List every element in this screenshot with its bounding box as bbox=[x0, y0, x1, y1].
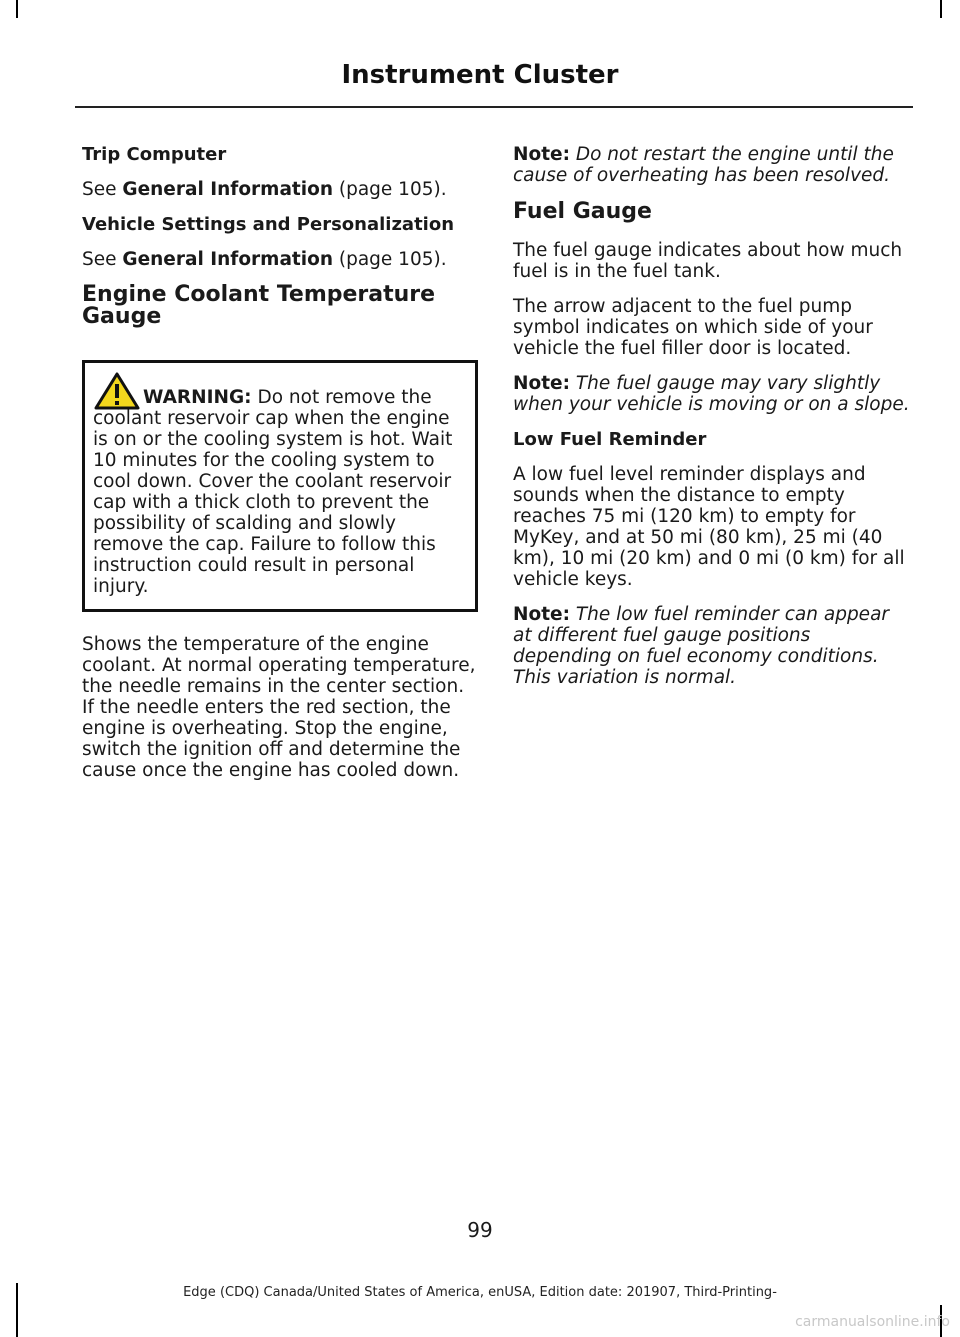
fuel-gauge-paragraph-1: The fuel gauge indicates about how much fuel is in the fuel tank. bbox=[513, 240, 903, 282]
page-header-title: Instrument Cluster bbox=[341, 60, 619, 90]
coolant-warning-box bbox=[82, 360, 478, 612]
page-number: 99 bbox=[467, 1218, 493, 1242]
overheat-note: Note: Do not restart the engine until the cause of overheating has been resolved. bbox=[513, 144, 894, 186]
warning-label: WARNING: bbox=[143, 387, 252, 408]
trip-computer-reference: See General Information (page 105). bbox=[82, 179, 447, 200]
right-column bbox=[513, 144, 911, 702]
coolant-gauge-heading: Engine Coolant Temperature Gauge bbox=[82, 282, 436, 329]
trip-computer-heading: Trip Computer bbox=[82, 144, 227, 165]
crop-mark-top-left bbox=[16, 0, 18, 18]
watermark: carmanualsonline.info bbox=[795, 1314, 950, 1330]
fuel-gauge-paragraph-2: The arrow adjacent to the fuel pump symbol indicates on which side of your vehicle the fuel filler door is located. bbox=[513, 296, 873, 359]
fuel-gauge-heading: Fuel Gauge bbox=[513, 199, 652, 224]
low-fuel-heading: Low Fuel Reminder bbox=[513, 429, 707, 450]
left-column bbox=[82, 144, 478, 795]
header-rule bbox=[75, 106, 913, 108]
low-fuel-description: A low fuel level reminder displays and sounds when the distance to empty reaches 75 mi (120 km) to empty for MyKey, and at 50 mi (80 km), 25 mi (40 km), 10 mi (20 km) and 0 mi (0 km) for all vehicle keys. bbox=[513, 464, 905, 590]
vehicle-ref-link[interactable]: General Information bbox=[122, 249, 333, 270]
warning-text: Do not remove the coolant reservoir cap when the engine is on or the cooling system is hot. Wait 10 minutes for the cooling system to cool down. Cover the coolant reservoir cap with a thick cloth to prevent the possibility of scalding and slowly remove the cap. Failure to follow this instruction could result in personal injury. bbox=[93, 387, 453, 597]
warning-triangle-icon bbox=[93, 371, 141, 411]
fuel-gauge-note: Note: The fuel gauge may vary slightly when your vehicle is moving or on a slope. bbox=[513, 373, 910, 415]
trip-ref-link[interactable]: General Information bbox=[122, 179, 333, 200]
low-fuel-note: Note: The low fuel reminder can appear at different fuel gauge positions depending on fuel economy conditions. This variation is normal. bbox=[513, 604, 890, 688]
vehicle-settings-heading: Vehicle Settings and Personalization bbox=[82, 214, 455, 235]
coolant-gauge-description: Shows the temperature of the engine coolant. At normal operating temperature, the needle remains in the center section. If the needle enters the red section, the engine is overheating. Stop the engine, switch the ignition off and determine the cause once the engine has cooled down. bbox=[82, 634, 476, 781]
crop-mark-top-right bbox=[940, 0, 942, 18]
edition-footer: Edge (CDQ) Canada/United States of America, enUSA, Edition date: 201907, Third-Printing- bbox=[183, 1285, 777, 1300]
vehicle-settings-reference: See General Information (page 105). bbox=[82, 249, 447, 270]
